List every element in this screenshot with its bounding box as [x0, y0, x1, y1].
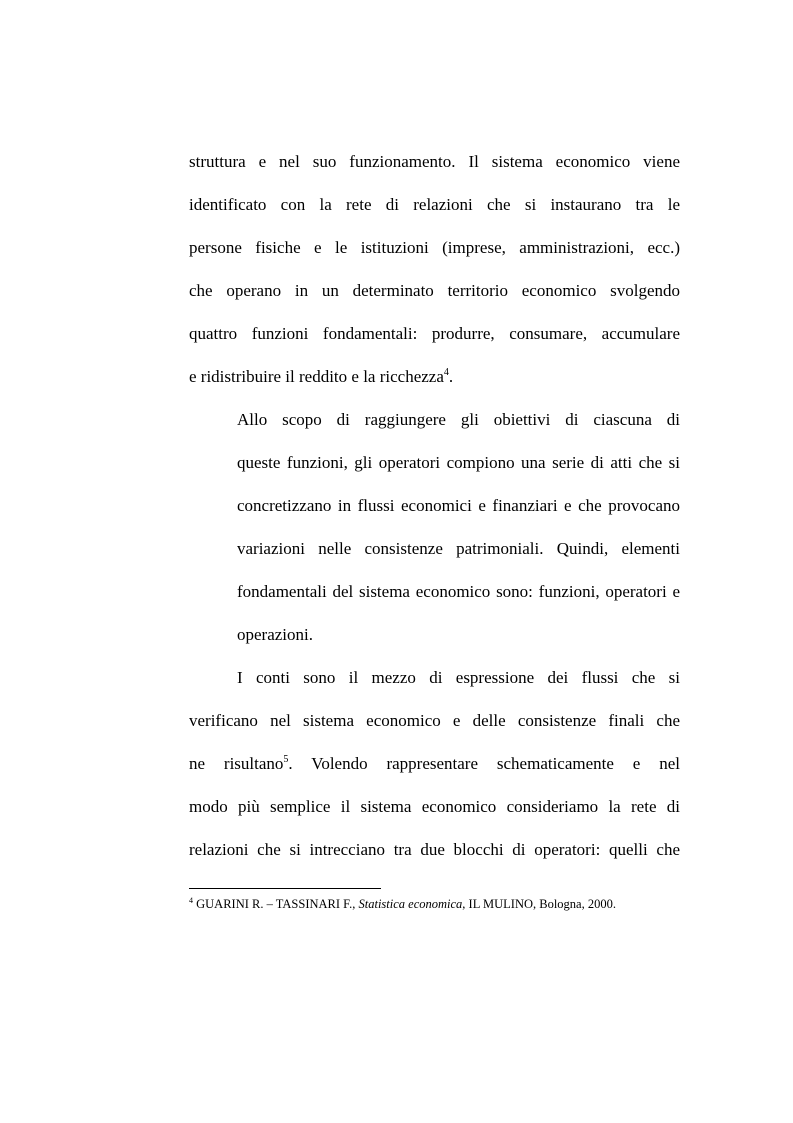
text-line	[189, 742, 680, 785]
text-line: modo più semplice il sistema economico consideriamo la rete di	[189, 797, 680, 816]
footnote-ref-4: 4	[443, 367, 449, 378]
footnote-4	[189, 896, 709, 912]
text-line: che operano in un determinato territorio economico svolgendo	[189, 281, 680, 300]
text-line: relazioni che si intrecciano tra due blocchi di operatori: quelli che	[189, 840, 680, 859]
text-line: verificano nel sistema economico e delle consistenze finali che	[189, 711, 680, 730]
text-line: concretizzano in flussi economici e finanziari e che provocano	[237, 496, 680, 515]
text-line: queste funzioni, gli operatori compiono una serie di atti che si	[237, 453, 680, 472]
text-fragment: ne risultano	[189, 754, 284, 773]
text-fragment: e ridistribuire il reddito e la ricchezza	[189, 367, 444, 386]
text-line: fondamentali del sistema economico sono: funzioni, operatori e	[237, 582, 680, 601]
footnote-separator	[189, 888, 381, 889]
paragraph-1	[189, 140, 680, 398]
footnote-title: Statistica economica	[358, 897, 463, 911]
text-line: I conti sono il mezzo di espressione dei flussi che si	[237, 668, 680, 687]
text-line: variazioni nelle consistenze patrimoniali. Quindi, elementi	[237, 539, 680, 558]
body-text	[189, 140, 680, 871]
paragraph-3	[189, 656, 680, 871]
text-line: struttura e nel suo funzionamento. Il sistema economico viene	[189, 152, 680, 171]
paragraph-2	[189, 398, 680, 656]
footnote-authors: GUARINI R. – TASSINARI F.,	[196, 897, 356, 911]
text-line: identificato con la rete di relazioni che si instaurano tra le	[189, 195, 680, 214]
text-fragment: . Volendo rappresentare schematicamente e nel	[288, 754, 680, 773]
footnote-number: 4	[189, 896, 193, 905]
text-line	[189, 355, 680, 398]
footnote-rest: , IL MULINO, Bologna, 2000.	[462, 897, 616, 911]
text-line: quattro funzioni fondamentali: produrre, consumare, accumulare	[189, 324, 680, 343]
footnote-ref-5: 5	[283, 754, 289, 765]
text-line: operazioni.	[237, 625, 313, 644]
text-line: persone fisiche e le istituzioni (imprese, amministrazioni, ecc.)	[189, 238, 680, 257]
text-line: Allo scopo di raggiungere gli obiettivi di ciascuna di	[237, 410, 680, 429]
text-fragment: .	[448, 367, 454, 386]
